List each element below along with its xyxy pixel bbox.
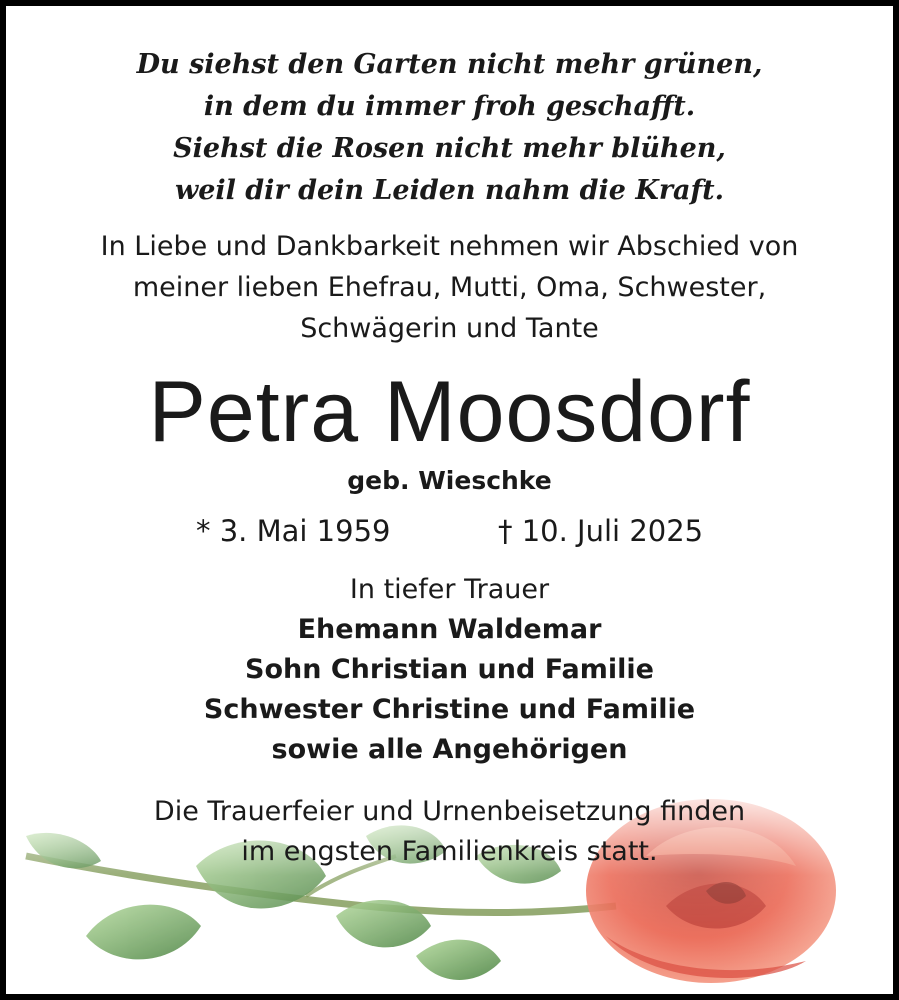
birth-name: geb. Wieschke — [347, 466, 552, 495]
deceased-name: Petra Moosdorf — [148, 364, 751, 460]
ceremony-line: im engsten Familienkreis statt. — [241, 836, 658, 867]
poem-line: Siehst die Rosen nicht mehr blühen, — [173, 133, 726, 164]
intro-line: In Liebe und Dankbarkeit nehmen wir Abschied von — [100, 231, 799, 262]
mourners-list — [6, 610, 893, 770]
mourners-section — [6, 570, 893, 770]
poem-line: Du siehst den Garten nicht mehr grünen, — [136, 49, 763, 80]
death-date: † 10. Juli 2025 — [498, 514, 704, 548]
poem-line: in dem du immer froh geschafft. — [203, 91, 696, 122]
mourner-entry: sowie alle Angehörigen — [271, 734, 628, 765]
intro-line: Schwägerin und Tante — [300, 313, 599, 344]
mourner-entry: Ehemann Waldemar — [297, 614, 602, 645]
intro-line: meiner lieben Ehefrau, Mutti, Oma, Schwester, — [132, 272, 767, 303]
mourner-entry: Sohn Christian und Familie — [245, 654, 654, 685]
birth-date: * 3. Mai 1959 — [196, 514, 391, 548]
farewell-intro — [6, 226, 893, 349]
poem-line: weil dir dein Leiden nahm die Kraft. — [174, 175, 725, 206]
mourner-entry: Schwester Christine und Familie — [203, 694, 696, 725]
ceremony-line: Die Trauerfeier und Urnenbeisetzung finden — [153, 796, 746, 827]
mourning-heading: In tiefer Trauer — [349, 574, 550, 605]
ceremony-notice — [6, 792, 893, 872]
memorial-poem — [6, 44, 893, 212]
